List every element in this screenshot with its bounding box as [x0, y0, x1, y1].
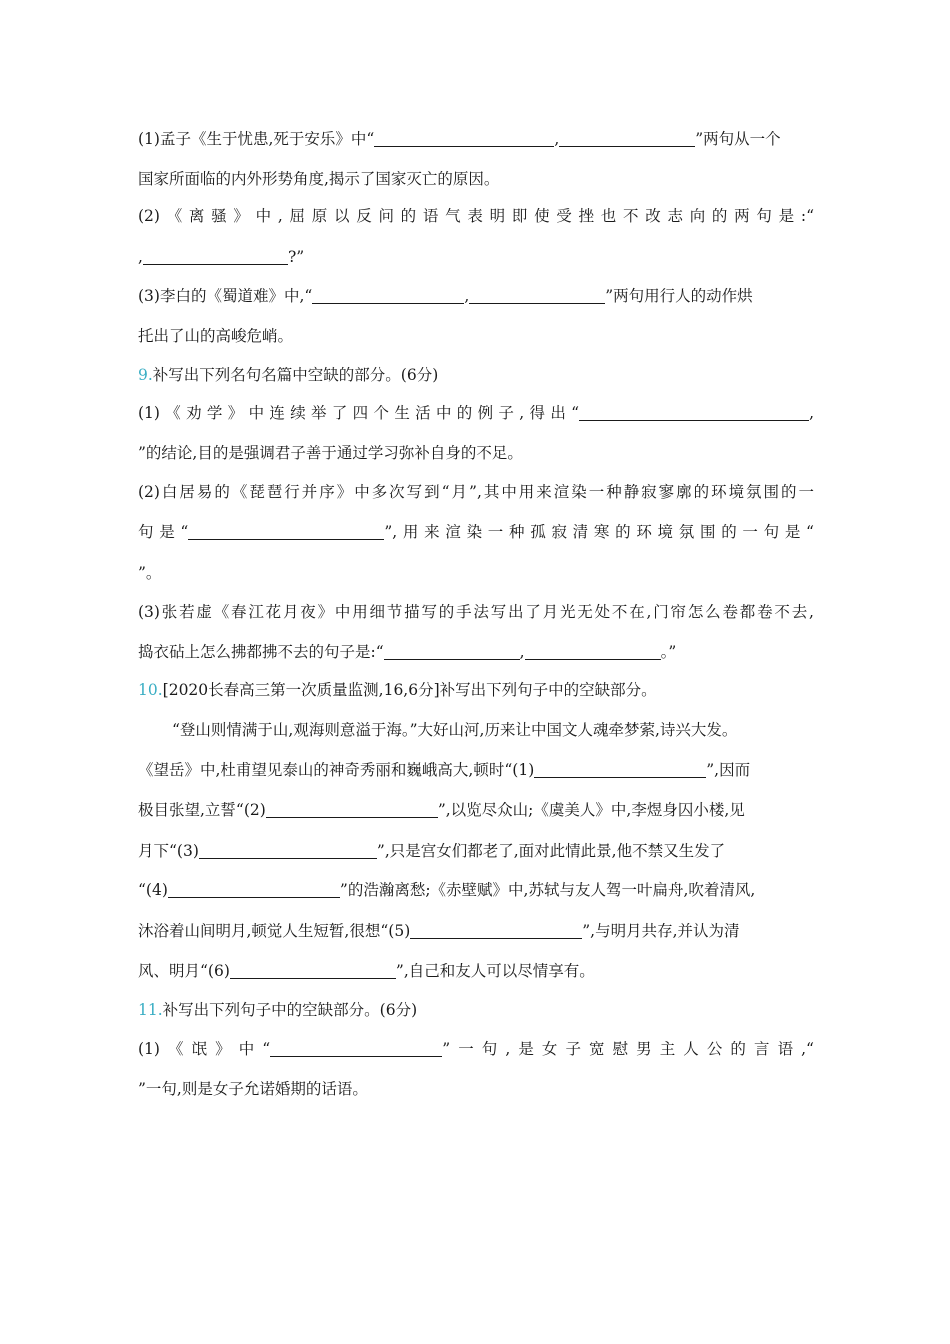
text: , — [809, 404, 814, 422]
answer-blank[interactable] — [230, 962, 396, 979]
q10-line5 — [138, 879, 814, 901]
text: ”两句用行人的动作烘 — [605, 287, 753, 305]
text: ”,以览尽众山;《虞美人》中,李煜身囚小楼,见 — [437, 801, 745, 819]
answer-blank[interactable] — [266, 801, 438, 818]
text: ?” — [287, 248, 305, 266]
text: 风、明月“(6) — [138, 962, 230, 980]
text: , — [554, 130, 560, 148]
question-number: 11. — [138, 1001, 163, 1019]
q10-line3 — [138, 799, 814, 821]
q10-line6 — [138, 920, 814, 942]
q8-part2-line1: (2)《离骚》中,屈原以反问的语气表明即使受挫也不改志向的两句是:“ — [138, 207, 814, 225]
q11-part1-line1 — [138, 1038, 814, 1060]
q9-heading — [138, 364, 814, 386]
text: 沐浴着山间明月,顿觉人生短暂,很想“(5) — [138, 922, 411, 940]
question-number: 10. — [138, 681, 163, 699]
q8-part3-line2: 托出了山的高峻危峭。 — [138, 327, 294, 345]
text: 。” — [660, 643, 677, 661]
q9-part2-line2 — [138, 521, 814, 543]
answer-blank[interactable] — [199, 842, 377, 859]
text: 句是“ — [138, 523, 189, 541]
question-number: 9. — [138, 366, 153, 384]
text: 《望岳》中,杜甫望见泰山的神奇秀丽和巍峨高大,顿时“(1) — [138, 761, 535, 779]
question-title: [2020长春高三第一次质量监测,16,6分]补写出下列句子中的空缺部分。 — [162, 681, 657, 699]
text: “(4) — [138, 881, 168, 899]
question-title: 补写出下列句子中的空缺部分。(6分) — [162, 1001, 418, 1019]
text: (1)孟子《生于忧患,死于安乐》中“ — [138, 130, 375, 148]
answer-blank[interactable] — [559, 130, 695, 147]
text: ”,用来渲染一种孤寂清寒的环境氛围的一句是“ — [384, 523, 814, 541]
text: ”一句,是女子宽慰男主人公的言语,“ — [442, 1040, 814, 1058]
q10-line7 — [138, 960, 814, 982]
text: ”,只是宫女们都老了,面对此情此景,他不禁又生发了 — [376, 842, 726, 860]
q9-part3-line1: (3)张若虚《春江花月夜》中用细节描写的手法写出了月光无处不在,门帘怎么卷都卷不去, — [138, 603, 814, 621]
answer-blank[interactable] — [579, 404, 809, 421]
answer-blank[interactable] — [143, 248, 288, 265]
answer-blank[interactable] — [534, 761, 706, 778]
q9-part3-line2 — [138, 641, 814, 663]
text: 极目张望,立誓“(2) — [138, 801, 266, 819]
q10-heading — [138, 679, 814, 701]
answer-blank[interactable] — [469, 287, 605, 304]
answer-blank[interactable] — [374, 130, 554, 147]
text: ”,因而 — [706, 761, 751, 779]
text: ”,自己和友人可以尽情享有。 — [395, 962, 595, 980]
text: (1)《劝学》中连续举了四个生活中的例子,得出“ — [138, 404, 580, 422]
q10-line2 — [138, 759, 814, 781]
q9-part1-line1 — [138, 402, 814, 424]
text: 月下“(3) — [138, 842, 199, 860]
q9-part2-line3: ”。 — [138, 564, 162, 582]
q11-heading — [138, 999, 814, 1021]
answer-blank[interactable] — [168, 881, 340, 898]
q10-line1: “登山则情满于山,观海则意溢于海。”大好山河,历来让中国文人魂牵梦萦,诗兴大发。 — [172, 721, 738, 739]
answer-blank[interactable] — [525, 643, 661, 660]
q8-part1-line2: 国家所面临的内外形势角度,揭示了国家灭亡的原因。 — [138, 170, 500, 188]
text: , — [138, 248, 143, 266]
answer-blank[interactable] — [410, 922, 582, 939]
text: ”的浩瀚离愁;《赤壁赋》中,苏轼与友人驾一叶扁舟,吹着清风, — [339, 881, 756, 899]
q9-part2-line1: (2)白居易的《琵琶行并序》中多次写到“月”,其中用来渲染一种静寂寥廓的环境氛围的一 — [138, 483, 814, 501]
q9-part1-line2: ”的结论,目的是强调君子善于通过学习弥补自身的不足。 — [138, 444, 523, 462]
answer-blank[interactable] — [312, 287, 464, 304]
text: 捣衣砧上怎么拂都拂不去的句子是:“ — [138, 643, 384, 661]
text: (3)李白的《蜀道难》中,“ — [138, 287, 313, 305]
text: (1)《氓》中“ — [138, 1040, 271, 1058]
q8-part3-line1 — [138, 285, 814, 307]
q10-line4 — [138, 840, 814, 862]
text: , — [464, 287, 470, 305]
q11-part1-line2: ”一句,则是女子允诺婚期的话语。 — [138, 1080, 368, 1098]
question-title: 补写出下列名句名篇中空缺的部分。(6分) — [152, 366, 439, 384]
q8-part1-line1 — [138, 128, 814, 150]
text: ”两句从一个 — [695, 130, 781, 148]
text: , — [519, 643, 525, 661]
answer-blank[interactable] — [188, 523, 384, 540]
q8-part2-line2 — [138, 246, 814, 268]
answer-blank[interactable] — [270, 1040, 442, 1057]
answer-blank[interactable] — [384, 643, 520, 660]
text: ”,与明月共存,并认为清 — [582, 922, 740, 940]
